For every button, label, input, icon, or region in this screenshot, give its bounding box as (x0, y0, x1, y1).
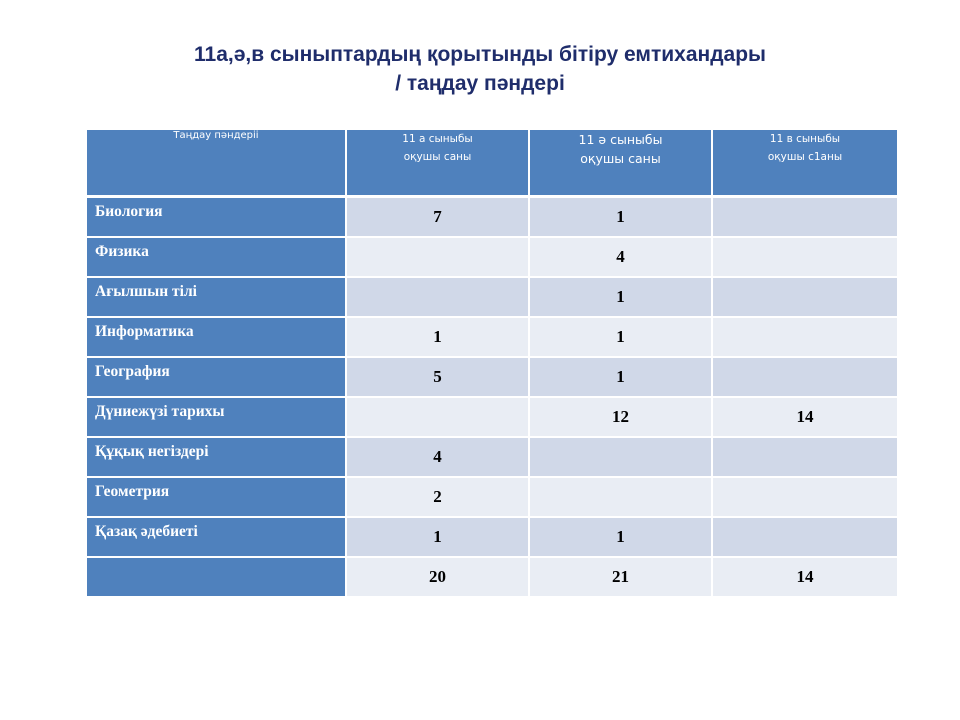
table-row (87, 438, 897, 478)
total-cell-11ae: 21 (530, 558, 713, 598)
header-class-11ae-line2: оқушы саны (580, 151, 661, 166)
table-row (87, 478, 897, 518)
count-cell-11v (713, 198, 897, 238)
title-line-2: / таңдау пәндері (395, 72, 565, 95)
header-class-11ae (530, 130, 713, 198)
count-cell-11a: 1 (347, 518, 530, 558)
header-class-11v-line2: оқушы с1аны (767, 151, 843, 163)
total-cell-11a: 20 (347, 558, 530, 598)
count-cell-11ae: 4 (530, 238, 713, 278)
subject-cell: Ағылшын тілі (87, 278, 347, 318)
header-class-11v (713, 130, 897, 198)
total-label-cell (87, 558, 347, 598)
count-cell-11v (713, 478, 897, 518)
count-cell-11ae (530, 438, 713, 478)
page-title (0, 40, 960, 98)
count-cell-11v: 14 (713, 398, 897, 438)
subject-cell: Информатика (87, 318, 347, 358)
table-row (87, 518, 897, 558)
table-row (87, 358, 897, 398)
header-subjects (87, 130, 347, 198)
subject-cell: География (87, 358, 347, 398)
count-cell-11a: 7 (347, 198, 530, 238)
count-cell-11a (347, 278, 530, 318)
header-class-11v-line1: 11 в сыныбы (769, 133, 841, 145)
count-cell-11a: 1 (347, 318, 530, 358)
count-cell-11ae: 1 (530, 278, 713, 318)
count-cell-11v (713, 518, 897, 558)
subject-cell: Геометрия (87, 478, 347, 518)
table-row (87, 318, 897, 358)
subject-cell: Қазақ әдебиеті (87, 518, 347, 558)
elective-exams-table (87, 130, 897, 598)
header-class-11ae-line1: 11 ә сыныбы (578, 132, 663, 147)
header-class-11a-line2: оқушы саны (403, 151, 472, 163)
count-cell-11a: 4 (347, 438, 530, 478)
subject-cell: Құқық негіздері (87, 438, 347, 478)
title-line-1: 11а,ә,в сыныптардың қорытынды бітіру емтихандары (194, 43, 766, 66)
subject-cell: Дүниежүзі тарихы (87, 398, 347, 438)
count-cell-11v (713, 278, 897, 318)
count-cell-11ae: 1 (530, 518, 713, 558)
count-cell-11a (347, 238, 530, 278)
count-cell-11ae: 1 (530, 358, 713, 398)
subject-cell: Физика (87, 238, 347, 278)
subject-cell: Биология (87, 198, 347, 238)
table-row (87, 278, 897, 318)
total-cell-11v: 14 (713, 558, 897, 598)
count-cell-11v (713, 238, 897, 278)
count-cell-11v (713, 358, 897, 398)
count-cell-11ae: 1 (530, 318, 713, 358)
table-row (87, 398, 897, 438)
total-row (87, 558, 897, 598)
table-row (87, 198, 897, 238)
count-cell-11ae: 12 (530, 398, 713, 438)
count-cell-11a: 2 (347, 478, 530, 518)
count-cell-11v (713, 438, 897, 478)
header-class-11a-line1: 11 а сыныбы (402, 133, 473, 145)
count-cell-11a (347, 398, 530, 438)
count-cell-11v (713, 318, 897, 358)
count-cell-11ae: 1 (530, 198, 713, 238)
table-row (87, 238, 897, 278)
count-cell-11ae (530, 478, 713, 518)
header-subjects-label: Таңдау пәндерii (173, 130, 259, 141)
table-header-row (87, 130, 897, 198)
count-cell-11a: 5 (347, 358, 530, 398)
header-class-11a (347, 130, 530, 198)
